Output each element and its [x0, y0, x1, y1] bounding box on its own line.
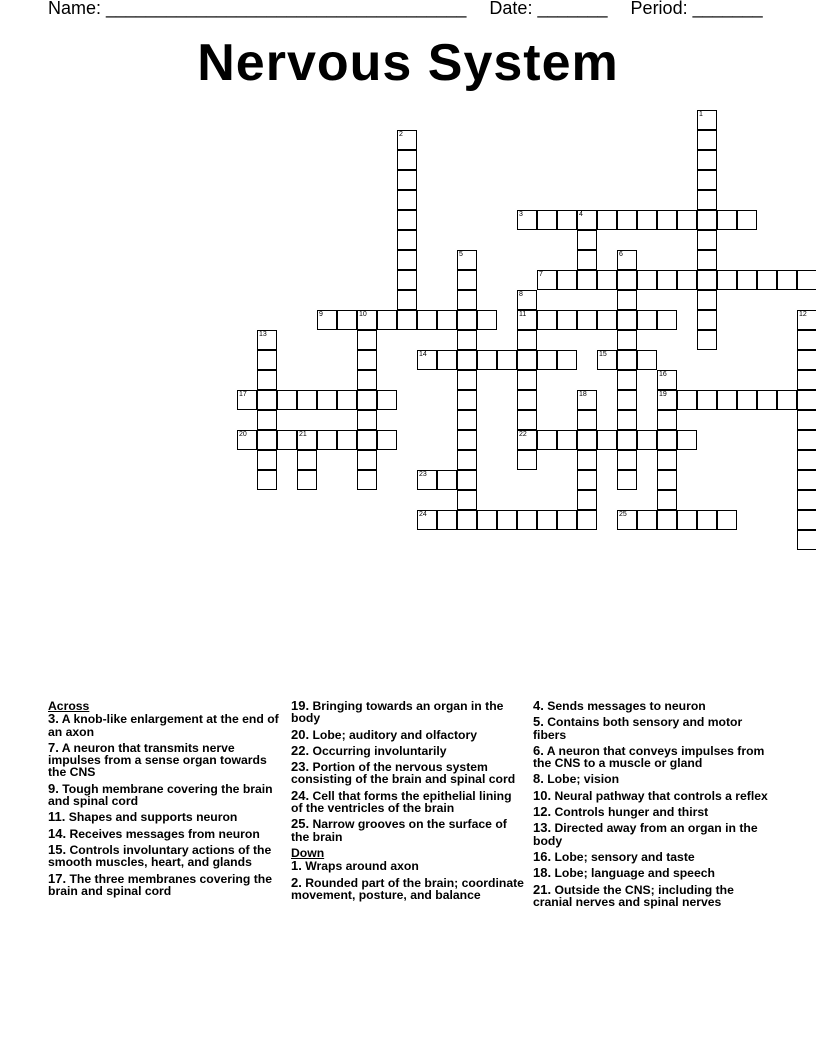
crossword-cell[interactable] — [617, 510, 637, 530]
name-field[interactable]: Name: ____________________________________ — [48, 0, 467, 18]
crossword-cell[interactable] — [297, 430, 317, 450]
crossword-cell[interactable] — [657, 470, 677, 490]
crossword-cell[interactable] — [777, 270, 797, 290]
crossword-cell[interactable] — [457, 310, 477, 330]
crossword-cell[interactable] — [257, 350, 277, 370]
crossword-cell[interactable] — [337, 390, 357, 410]
clue-text: A knob-like enlargement at the end of an axon — [48, 712, 279, 739]
crossword-cell[interactable] — [337, 310, 357, 330]
crossword-cell[interactable] — [457, 330, 477, 350]
crossword-cell[interactable] — [697, 270, 717, 290]
clue-number: 11. — [48, 809, 66, 825]
clue-number: 4. — [533, 698, 544, 713]
across-clue — [291, 818, 526, 843]
clue-text: Lobe; language and speech — [554, 866, 715, 881]
crossword-cell[interactable] — [697, 510, 717, 530]
crossword-cell[interactable] — [577, 210, 597, 230]
clue-text: A neuron that transmits nerve impulses from a sense organ towards the CNS — [48, 740, 267, 780]
clue-text: Portion of the nervous system consisting of the brain and spinal cord — [291, 760, 516, 787]
crossword-cell[interactable] — [537, 270, 557, 290]
clue-text: Lobe; sensory and taste — [554, 849, 695, 864]
clue-text: Occurring involuntarily — [312, 743, 447, 758]
clue-number: 19 — [659, 391, 667, 398]
clue-number: 16. — [533, 848, 552, 864]
crossword-cell[interactable] — [357, 350, 377, 370]
across-clue — [291, 761, 526, 786]
crossword-cell[interactable] — [517, 410, 537, 430]
crossword-cell[interactable] — [717, 270, 737, 290]
crossword-cell[interactable] — [457, 270, 477, 290]
clue-number: 21 — [299, 431, 307, 438]
down-clue — [533, 822, 768, 847]
crossword-cell[interactable] — [517, 390, 537, 410]
crossword-cell[interactable] — [797, 310, 816, 330]
crossword-cell[interactable] — [737, 390, 757, 410]
clue-number: 20 — [239, 431, 247, 438]
crossword-cell[interactable] — [797, 490, 816, 510]
down-heading: Down — [291, 845, 325, 860]
period-field[interactable]: Period: _______ — [630, 0, 763, 18]
crossword-cell[interactable] — [697, 210, 717, 230]
crossword-cell[interactable] — [617, 370, 637, 390]
crossword-cell[interactable] — [457, 450, 477, 470]
clue-number: 2. — [291, 874, 302, 890]
crossword-cell[interactable] — [617, 270, 637, 290]
crossword-cell[interactable] — [457, 430, 477, 450]
clue-number: 11 — [519, 311, 527, 318]
crossword-cell[interactable] — [517, 350, 537, 370]
crossword-cell[interactable] — [457, 350, 477, 370]
clue-number: 2 — [399, 131, 403, 138]
across-clue — [48, 713, 283, 738]
crossword-cell[interactable] — [677, 430, 697, 450]
clue-number: 12 — [799, 311, 807, 318]
crossword-cell[interactable] — [717, 390, 737, 410]
crossword-cell[interactable] — [517, 510, 537, 530]
crossword-cell[interactable] — [317, 310, 337, 330]
across-clue — [48, 870, 283, 898]
crossword-cell[interactable] — [577, 270, 597, 290]
crossword-cell[interactable] — [597, 350, 617, 370]
crossword-cell[interactable] — [617, 450, 637, 470]
crossword-cell[interactable] — [597, 210, 617, 230]
crossword-cell[interactable] — [697, 250, 717, 270]
crossword-cell[interactable] — [557, 210, 577, 230]
crossword-cell[interactable] — [697, 150, 717, 170]
crossword-cell[interactable] — [597, 310, 617, 330]
clue-number: 24 — [419, 511, 427, 518]
clue-number: 6. — [533, 742, 544, 758]
clue-number: 15 — [599, 351, 607, 358]
clue-number: 6 — [619, 251, 623, 258]
crossword-cell[interactable] — [397, 310, 417, 330]
crossword-cell[interactable] — [657, 310, 677, 330]
crossword-cell[interactable] — [357, 430, 377, 450]
crossword-cell[interactable] — [517, 430, 537, 450]
crossword-cell[interactable] — [737, 270, 757, 290]
crossword-cell[interactable] — [537, 430, 557, 450]
down-clue — [533, 881, 768, 909]
down-clue — [533, 716, 768, 741]
crossword-cell[interactable] — [397, 250, 417, 270]
clue-number: 16 — [659, 371, 667, 378]
down-clue — [533, 787, 768, 803]
crossword-cell[interactable] — [377, 430, 397, 450]
clue-text: Controls involuntary actions of the smooth muscles, heart, and glands — [48, 842, 272, 870]
clue-number: 3 — [519, 211, 523, 218]
crossword-cell[interactable] — [617, 390, 637, 410]
crossword-cell[interactable] — [697, 390, 717, 410]
crossword-cell[interactable] — [697, 110, 717, 130]
clue-text: Controls hunger and thirst — [554, 805, 709, 820]
clue-number: 24. — [291, 787, 310, 803]
clue-text: Wraps around axon — [305, 859, 419, 874]
clue-text: Directed away from an organ in the body — [533, 821, 758, 848]
clue-number: 7 — [539, 271, 543, 278]
crossword-cell[interactable] — [357, 370, 377, 390]
crossword-cell[interactable] — [277, 390, 297, 410]
across-clue — [48, 780, 283, 809]
crossword-cell[interactable] — [417, 310, 437, 330]
down-clue — [533, 773, 768, 785]
clue-number: 17 — [239, 391, 247, 398]
crossword-cell[interactable] — [697, 310, 717, 330]
clue-number: 23. — [291, 759, 310, 775]
down-clue — [533, 806, 768, 818]
crossword-cell[interactable] — [557, 430, 577, 450]
crossword-cell[interactable] — [397, 130, 417, 150]
crossword-cell[interactable] — [357, 450, 377, 470]
clue-number: 10 — [359, 311, 367, 318]
crossword-cell[interactable] — [557, 510, 577, 530]
crossword-cell[interactable] — [537, 350, 557, 370]
crossword-cell[interactable] — [237, 430, 257, 450]
crossword-cell[interactable] — [797, 470, 816, 490]
crossword-cell[interactable] — [657, 450, 677, 470]
crossword-cell[interactable] — [257, 450, 277, 470]
crossword-cell[interactable] — [417, 470, 437, 490]
crossword-cell[interactable] — [577, 250, 597, 270]
clue-number: 15. — [48, 841, 67, 857]
across-clue — [48, 825, 283, 841]
crossword-cell[interactable] — [697, 290, 717, 310]
crossword-cell[interactable] — [657, 370, 677, 390]
across-clue — [48, 811, 283, 823]
clue-text: Narrow grooves on the surface of the brain — [291, 817, 507, 844]
crossword-cell[interactable] — [617, 210, 637, 230]
clue-number: 19. — [291, 698, 310, 713]
crossword-cell[interactable] — [497, 510, 517, 530]
crossword-cell[interactable] — [697, 190, 717, 210]
crossword-cell[interactable] — [517, 370, 537, 390]
clues-column-1 — [48, 700, 283, 901]
clue-text: Rounded part of the brain; coordinate movement, posture, and balance — [291, 875, 524, 902]
crossword-cell[interactable] — [677, 210, 697, 230]
crossword-cell[interactable] — [757, 270, 777, 290]
crossword-cell[interactable] — [597, 430, 617, 450]
clue-text: Outside the CNS; including the cranial nerves and spinal nerves — [533, 882, 734, 909]
crossword-cell[interactable] — [257, 430, 277, 450]
crossword-cell[interactable] — [777, 390, 797, 410]
crossword-cell[interactable] — [657, 410, 677, 430]
clue-number: 20. — [291, 726, 310, 742]
crossword-cell[interactable] — [517, 450, 537, 470]
crossword-cell[interactable] — [457, 290, 477, 310]
crossword-cell[interactable] — [577, 390, 597, 410]
clue-number: 23 — [419, 471, 427, 478]
crossword-cell[interactable] — [537, 510, 557, 530]
clues-column-2 — [291, 700, 526, 905]
clue-number: 21. — [533, 881, 552, 897]
crossword-cell[interactable] — [657, 430, 677, 450]
crossword-cell[interactable] — [457, 410, 477, 430]
crossword-cell[interactable] — [437, 350, 457, 370]
clue-text: The three membranes covering the brain and spinal cord — [48, 871, 272, 898]
clue-text: Receives messages from neuron — [69, 826, 260, 841]
crossword-cell[interactable] — [457, 490, 477, 510]
across-clue — [291, 787, 526, 816]
crossword-cell[interactable] — [257, 390, 277, 410]
clues-column-3 — [533, 700, 768, 912]
clue-number: 22. — [291, 742, 310, 758]
crossword-cell[interactable] — [437, 470, 457, 490]
down-clue — [533, 700, 768, 712]
crossword-cell[interactable] — [797, 370, 816, 390]
crossword-cell[interactable] — [237, 390, 257, 410]
crossword-cell[interactable] — [457, 370, 477, 390]
crossword-cell[interactable] — [657, 490, 677, 510]
crossword-cell[interactable] — [537, 210, 557, 230]
crossword-cell[interactable] — [617, 250, 637, 270]
clue-number: 25. — [291, 816, 310, 832]
crossword-cell[interactable] — [457, 470, 477, 490]
clue-text: Lobe; auditory and olfactory — [312, 727, 478, 742]
crossword-cell[interactable] — [797, 330, 816, 350]
down-clue — [291, 860, 526, 872]
crossword-cell[interactable] — [617, 430, 637, 450]
across-clue — [291, 726, 526, 742]
crossword-cell[interactable] — [797, 530, 816, 550]
across-clue — [48, 841, 283, 870]
crossword-cell[interactable] — [517, 330, 537, 350]
crossword-cell[interactable] — [397, 230, 417, 250]
clue-number: 13 — [259, 331, 267, 338]
crossword-cell[interactable] — [737, 210, 757, 230]
crossword-cell[interactable] — [677, 270, 697, 290]
crossword-cell[interactable] — [697, 130, 717, 150]
crossword-cell[interactable] — [617, 470, 637, 490]
crossword-cell[interactable] — [397, 190, 417, 210]
across-clue — [291, 700, 526, 725]
crossword-cell[interactable] — [637, 350, 657, 370]
clue-text: Cell that forms the epithelial lining of the ventricles of the brain — [291, 788, 512, 816]
crossword-cell[interactable] — [417, 350, 437, 370]
crossword-cell[interactable] — [517, 310, 537, 330]
date-field[interactable]: Date: _______ — [489, 0, 608, 18]
clue-number: 22 — [519, 431, 527, 438]
crossword-cell[interactable] — [577, 510, 597, 530]
crossword-cell[interactable] — [357, 310, 377, 330]
crossword-cell[interactable] — [337, 430, 357, 450]
crossword-cell[interactable] — [697, 230, 717, 250]
crossword-cell[interactable] — [637, 310, 657, 330]
clue-number: 7. — [48, 739, 59, 755]
crossword-cell[interactable] — [317, 390, 337, 410]
crossword-cell[interactable] — [617, 330, 637, 350]
crossword-cell[interactable] — [597, 270, 617, 290]
crossword-cell[interactable] — [637, 510, 657, 530]
crossword-cell[interactable] — [457, 510, 477, 530]
crossword-cell[interactable] — [797, 510, 816, 530]
clue-text: Contains both sensory and motor fibers — [533, 715, 743, 742]
clue-number: 17. — [48, 870, 67, 886]
crossword-cell[interactable] — [277, 430, 297, 450]
crossword-cell[interactable] — [297, 390, 317, 410]
crossword-cell[interactable] — [617, 290, 637, 310]
crossword-cell[interactable] — [617, 310, 637, 330]
crossword-cell[interactable] — [637, 270, 657, 290]
crossword-cell[interactable] — [297, 470, 317, 490]
crossword-cell[interactable] — [577, 490, 597, 510]
clue-number: 8. — [533, 771, 544, 787]
clue-number: 12. — [533, 804, 552, 820]
down-clue — [291, 874, 526, 902]
crossword-cell[interactable] — [477, 350, 497, 370]
down-clue — [533, 867, 768, 879]
crossword-cell[interactable] — [677, 390, 697, 410]
crossword-cell[interactable] — [257, 370, 277, 390]
crossword-cell[interactable] — [257, 330, 277, 350]
crossword-cell[interactable] — [637, 210, 657, 230]
crossword-cell[interactable] — [657, 510, 677, 530]
crossword-cell[interactable] — [357, 390, 377, 410]
clue-number: 18. — [533, 865, 552, 881]
crossword-cell[interactable] — [457, 390, 477, 410]
crossword-cell[interactable] — [657, 270, 677, 290]
clue-number: 3. — [48, 711, 59, 727]
crossword-cell[interactable] — [797, 350, 816, 370]
crossword-cell[interactable] — [477, 510, 497, 530]
crossword-cell[interactable] — [797, 410, 816, 430]
clue-number: 14 — [419, 351, 427, 358]
crossword-cell[interactable] — [437, 510, 457, 530]
clue-number: 13. — [533, 820, 552, 836]
crossword-cell[interactable] — [677, 510, 697, 530]
clue-number: 18 — [579, 391, 587, 398]
crossword-cell[interactable] — [537, 310, 557, 330]
crossword-cell[interactable] — [417, 510, 437, 530]
across-clue — [48, 739, 283, 780]
crossword-cell[interactable] — [797, 430, 816, 450]
crossword-cell[interactable] — [517, 290, 537, 310]
clue-number: 9 — [319, 311, 323, 318]
clue-number: 25 — [619, 511, 627, 518]
crossword-cell[interactable] — [517, 210, 537, 230]
across-clue — [291, 742, 526, 758]
crossword-cell[interactable] — [617, 350, 637, 370]
crossword-cell[interactable] — [637, 430, 657, 450]
clue-number: 8 — [519, 291, 523, 298]
clue-text: A neuron that conveys impulses from the CNS to a muscle or gland — [533, 743, 765, 771]
crossword-cell[interactable] — [497, 350, 517, 370]
crossword-cell[interactable] — [437, 310, 457, 330]
crossword-cell[interactable] — [697, 170, 717, 190]
clue-text: Lobe; vision — [547, 772, 620, 787]
crossword-cell[interactable] — [577, 450, 597, 470]
clue-number: 10. — [533, 787, 552, 803]
crossword-cell[interactable] — [657, 210, 677, 230]
clue-text: Sends messages to neuron — [547, 699, 706, 713]
crossword-cell[interactable] — [357, 470, 377, 490]
clue-number: 5 — [459, 251, 463, 258]
crossword-cell[interactable] — [377, 310, 397, 330]
clue-text: Neural pathway that controls a reflex — [554, 788, 768, 803]
crossword-cell[interactable] — [577, 470, 597, 490]
crossword-cell[interactable] — [577, 230, 597, 250]
crossword-cell[interactable] — [717, 210, 737, 230]
clue-number: 1. — [291, 858, 302, 874]
crossword-cell[interactable] — [797, 450, 816, 470]
crossword-cell[interactable] — [697, 330, 717, 350]
crossword-cell[interactable] — [797, 270, 816, 290]
crossword-cell[interactable] — [357, 330, 377, 350]
crossword-cell[interactable] — [617, 410, 637, 430]
clue-number: 1 — [699, 111, 703, 118]
crossword-cell[interactable] — [397, 150, 417, 170]
crossword-cell[interactable] — [377, 390, 397, 410]
crossword-cell[interactable] — [577, 310, 597, 330]
crossword-cell[interactable] — [397, 290, 417, 310]
crossword-cell[interactable] — [557, 350, 577, 370]
clue-number: 14. — [48, 825, 67, 841]
crossword-cell[interactable] — [397, 270, 417, 290]
crossword-cell[interactable] — [257, 410, 277, 430]
clue-text: Shapes and supports neuron — [68, 810, 238, 825]
clue-number: 5. — [533, 714, 544, 730]
crossword-cell[interactable] — [657, 390, 677, 410]
clue-text: Bringing towards an organ in the body — [291, 699, 504, 726]
crossword-cell[interactable] — [557, 310, 577, 330]
crossword-cell[interactable] — [577, 430, 597, 450]
crossword-cell[interactable] — [717, 510, 737, 530]
crossword-cell[interactable] — [357, 410, 377, 430]
crossword-cell[interactable] — [397, 170, 417, 190]
crossword-cell[interactable] — [557, 270, 577, 290]
crossword-cell[interactable] — [317, 430, 337, 450]
clue-text: Tough membrane covering the brain and spinal cord — [48, 781, 273, 809]
clue-number: 9. — [48, 780, 59, 796]
down-clue — [533, 742, 768, 771]
down-clue — [533, 848, 768, 864]
crossword-cell[interactable] — [297, 450, 317, 470]
crossword-cell[interactable] — [577, 410, 597, 430]
across-heading: Across — [48, 699, 90, 713]
crossword-cell[interactable] — [457, 250, 477, 270]
crossword-cell[interactable] — [757, 390, 777, 410]
crossword-cell[interactable] — [797, 390, 816, 410]
clue-number: 4 — [579, 211, 583, 218]
page-title: Nervous System — [197, 34, 619, 92]
crossword-cell[interactable] — [397, 210, 417, 230]
crossword-cell[interactable] — [257, 470, 277, 490]
crossword-cell[interactable] — [477, 310, 497, 330]
